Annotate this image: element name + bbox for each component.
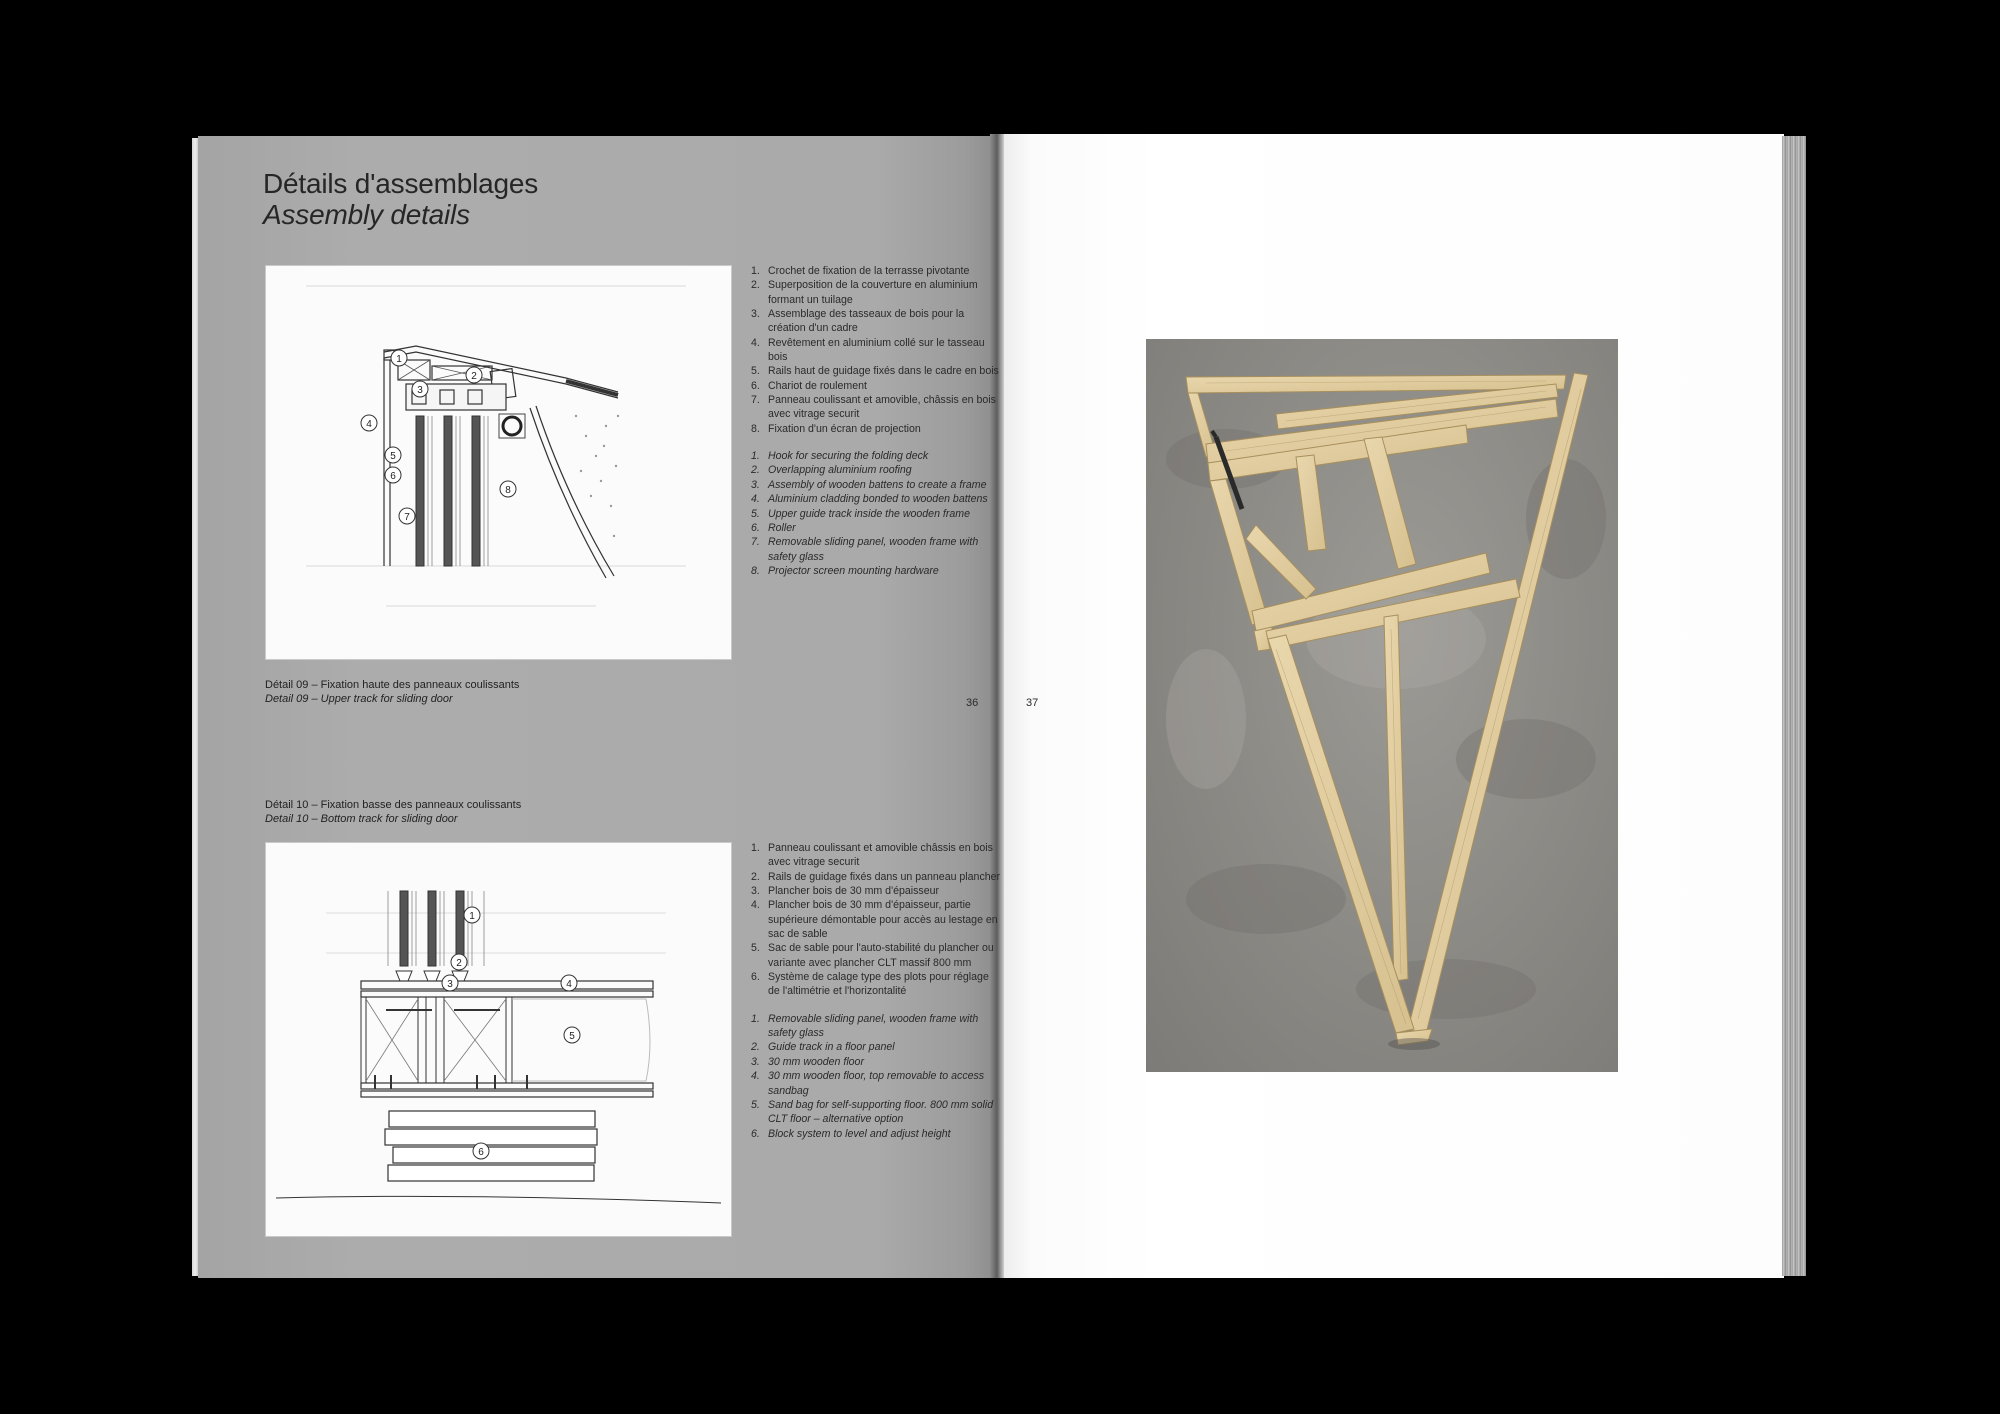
detail-09-legend (751, 264, 1001, 578)
legend-item-en: 5. Upper guide track inside the wooden frame (751, 507, 970, 520)
legend-item-en: 1. Hook for securing the folding deck (751, 450, 929, 463)
legend-item-en: 6. Roller (751, 521, 796, 534)
page-number-left: 36 (966, 697, 979, 709)
svg-text:6: 6 (478, 1147, 484, 1158)
legend-item-en: 2. Overlapping aluminium roofing (751, 464, 912, 477)
svg-text:3: 3 (447, 979, 453, 990)
callout-5 (385, 447, 401, 463)
svg-text:4: 4 (566, 979, 572, 990)
svg-text:7: 7 (404, 512, 410, 523)
legend-item: 4. Plancher bois de 30 mm d'épaisseur, partie supérieure démontable pour accès au lestage en sac de sable (751, 899, 998, 941)
page-number-right: 37 (1026, 697, 1039, 709)
callout-4 (361, 415, 377, 431)
legend-item: 5. Rails haut de guidage fixés dans le cadre en bois (751, 365, 999, 378)
detail-10-caption-fr: Détail 10 – Fixation basse des panneaux coulissants (265, 799, 522, 811)
detail-09-callouts (265, 265, 730, 658)
detail-10-callouts (265, 842, 730, 1235)
svg-text:5: 5 (390, 451, 396, 462)
legend-item: 1. Panneau coulissant et amovible châssis en bois avec vitrage securit (751, 842, 993, 869)
detail-10-caption (265, 798, 521, 826)
svg-text:1: 1 (469, 911, 475, 922)
callout-3 (412, 381, 428, 397)
detail-10-legend (751, 841, 1001, 1141)
legend-item-en: 4. 30 mm wooden floor, top removable to access sandbag (751, 1070, 985, 1097)
callout-7 (399, 508, 415, 524)
svg-text:6: 6 (390, 471, 396, 482)
legend-item: 2. Rails de guidage fixés dans un panneau plancher (751, 870, 1001, 883)
legend-item-en: 3. 30 mm wooden floor (751, 1055, 864, 1068)
detail-09-caption-fr: Détail 09 – Fixation haute des panneaux coulissants (265, 679, 520, 691)
detail-10-caption-en: Detail 10 – Bottom track for sliding door (265, 813, 458, 825)
callout-1 (391, 350, 407, 366)
callout-2 (466, 367, 482, 383)
legend-item-en: 4. Aluminium cladding bonded to wooden battens (751, 493, 988, 506)
legend-item-en: 8. Projector screen mounting hardware (751, 564, 939, 577)
legend-item: 8. Fixation d'un écran de projection (751, 422, 921, 435)
legend-item: 6. Chariot de roulement (751, 379, 867, 392)
svg-text:1: 1 (396, 354, 402, 365)
wooden-frame-illustration (1146, 339, 1618, 1072)
wooden-frame-photo (1146, 339, 1618, 1072)
legend-item: 6. Système de calage type des plots pour réglage de l'altimétrie et l'horizontalité (751, 971, 989, 998)
legend-item-en: 3. Assembly of wooden battens to create a frame (751, 478, 987, 491)
legend-item: 3. Assemblage des tasseaux de bois pour la création d'un cadre (751, 308, 965, 335)
legend-item-en: 6. Block system to level and adjust height (751, 1127, 951, 1140)
callout-1 (464, 907, 480, 923)
svg-text:2: 2 (471, 371, 477, 382)
svg-text:5: 5 (569, 1031, 575, 1042)
legend-item: 1. Crochet de fixation de la terrasse pivotante (751, 265, 970, 277)
legend-item-en: 2. Guide track in a floor panel (751, 1041, 895, 1054)
detail-09-caption (265, 678, 519, 706)
page-title (263, 168, 538, 230)
page-title-en: Assembly details (263, 199, 470, 230)
svg-text:4: 4 (366, 419, 372, 430)
svg-text:2: 2 (456, 958, 462, 969)
detail-09-caption-en: Detail 09 – Upper track for sliding door (265, 693, 453, 705)
legend-item-en: 1. Removable sliding panel, wooden frame with safety glass (751, 1012, 979, 1040)
svg-text:3: 3 (417, 385, 423, 396)
callout-6 (385, 467, 401, 483)
legend-item: 4. Revêtement en aluminium collé sur le tasseau bois (751, 336, 985, 364)
legend-item: 2. Superposition de la couverture en aluminium formant un tuilage (751, 279, 978, 306)
legend-item: 5. Sac de sable pour l'auto-stabilité du plancher ou variante avec plancher CLT massif 800 mm (751, 942, 994, 969)
right-page-edge (1782, 136, 1806, 1276)
legend-item: 7. Panneau coulissant et amovible, châssis en bois avec vitrage securit (751, 394, 996, 421)
callout-2 (451, 954, 467, 970)
callout-3 (442, 975, 458, 991)
legend-item-en: 5. Sand bag for self-supporting floor. 800 mm solid CLT floor – alternative option (751, 1098, 994, 1126)
callout-4 (561, 975, 577, 991)
legend-item-en: 7. Removable sliding panel, wooden frame with safety glass (751, 536, 979, 563)
page-title-fr: Détails d'assemblages (263, 168, 539, 199)
callout-6 (473, 1143, 489, 1159)
svg-text:8: 8 (505, 485, 511, 496)
callout-5 (564, 1027, 580, 1043)
legend-item: 3. Plancher bois de 30 mm d'épaisseur (751, 885, 940, 898)
callout-8 (500, 481, 516, 497)
